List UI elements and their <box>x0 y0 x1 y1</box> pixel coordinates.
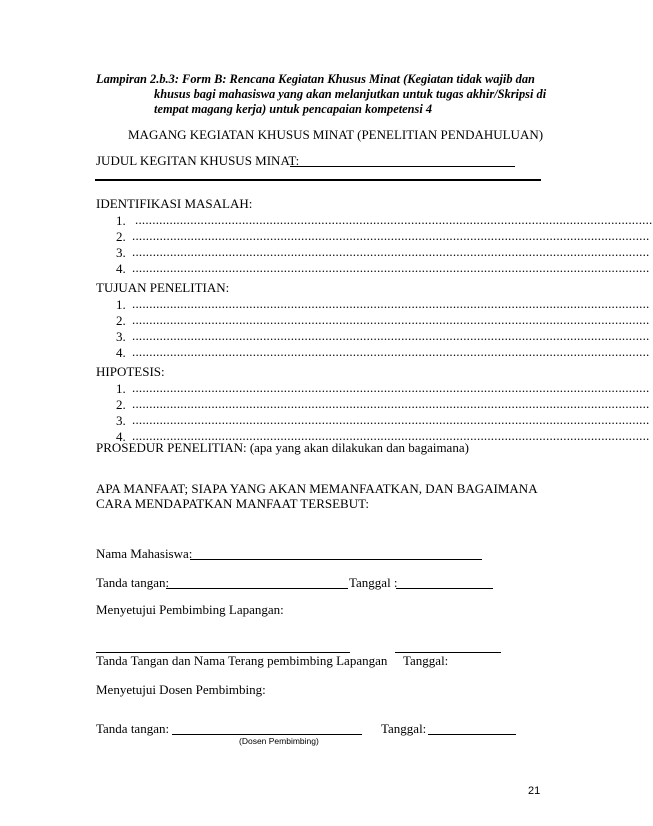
form-header-line-2: khusus bagi mahasiswa yang akan melanjutkan untuk tugas akhir/Skripsi di <box>154 87 547 101</box>
menyetujui-dosen-label: Menyetujui Dosen Pembimbing: <box>96 682 266 697</box>
section-divider <box>95 179 541 181</box>
dotted-answer-line[interactable]: ...................................................................................................................................................... <box>132 344 650 359</box>
tujuan-title: TUJUAN PENELITIAN: <box>96 280 230 295</box>
manfaat-title-line-1: APA MANFAAT; SIAPA YANG AKAN MEMANFAATKAN, DAN BAGAIMANA <box>96 481 538 496</box>
tanggal-dosen-label: Tanggal: <box>381 721 427 736</box>
dotted-answer-line[interactable]: ...................................................................................................................................................... <box>132 412 650 427</box>
list-number: 1. <box>116 297 126 312</box>
ttd-lapangan-label: Tanda Tangan dan Nama Terang pembimbing Lapangan <box>96 653 388 668</box>
identifikasi-title: IDENTIFIKASI MASALAH: <box>96 196 253 211</box>
page-number: 21 <box>528 785 541 797</box>
form-subtitle: MAGANG KEGIATAN KHUSUS MINAT (PENELITIAN PENDAHULUAN) <box>128 127 544 142</box>
list-number: 3. <box>116 245 126 260</box>
list-number: 3. <box>116 329 126 344</box>
judul-input-line[interactable] <box>290 166 515 167</box>
manfaat-title-line-2: CARA MENDAPATKAN MANFAAT TERSEBUT: <box>96 496 369 511</box>
judul-label: JUDUL KEGITAN KHUSUS MINAT: <box>96 153 300 168</box>
list-number: 4. <box>116 429 126 444</box>
nama-mahasiswa-label: Nama Mahasiswa: <box>96 546 193 561</box>
list-number: 2. <box>116 229 126 244</box>
tanda-tangan-dosen-label: Tanda tangan: <box>96 721 170 736</box>
list-number: 1. <box>116 213 126 228</box>
tanggal-lapangan-label: Tanggal: <box>403 653 449 668</box>
dotted-answer-line[interactable]: ...................................................................................................................................................... <box>132 328 650 343</box>
tanggal-input-line[interactable] <box>396 588 493 589</box>
list-number: 3. <box>116 413 126 428</box>
tanda-tangan-input-line[interactable] <box>166 588 348 589</box>
tanggal-label: Tanggal : <box>349 575 398 590</box>
nama-mahasiswa-input-line[interactable] <box>190 559 482 560</box>
form-header-line-3: tempat magang kerja) untuk pencapaian kompetensi 4 <box>154 102 433 116</box>
tanda-tangan-dosen-input-line[interactable] <box>172 734 362 735</box>
list-number: 4. <box>116 345 126 360</box>
dotted-answer-line[interactable]: ...................................................................................................................................................... <box>135 212 653 227</box>
dotted-answer-line[interactable]: ...................................................................................................................................................... <box>132 228 650 243</box>
tanda-tangan-label: Tanda tangan: <box>96 575 170 590</box>
dotted-answer-line[interactable]: ...................................................................................................................................................... <box>132 380 650 395</box>
list-number: 1. <box>116 381 126 396</box>
dotted-answer-line[interactable]: ...................................................................................................................................................... <box>132 312 650 327</box>
prosedur-title: PROSEDUR PENELITIAN: (apa yang akan dilakukan dan bagaimana) <box>96 440 469 455</box>
dotted-answer-line[interactable]: ...................................................................................................................................................... <box>132 260 650 275</box>
hipotesis-title: HIPOTESIS: <box>96 364 165 379</box>
dosen-pembimbing-caption: (Dosen Pembimbing) <box>239 736 319 746</box>
list-number: 2. <box>116 313 126 328</box>
form-header-line-1: Lampiran 2.b.3: Form B: Rencana Kegiatan Khusus Minat (Kegiatan tidak wajib dan <box>96 72 535 86</box>
list-number: 4. <box>116 261 126 276</box>
dotted-answer-line[interactable]: ...................................................................................................................................................... <box>132 396 650 411</box>
dotted-answer-line[interactable]: ...................................................................................................................................................... <box>132 244 650 259</box>
menyetujui-lapangan-label: Menyetujui Pembimbing Lapangan: <box>96 602 284 617</box>
list-number: 2. <box>116 397 126 412</box>
tanggal-dosen-input-line[interactable] <box>428 734 516 735</box>
dotted-answer-line[interactable]: ...................................................................................................................................................... <box>132 296 650 311</box>
dotted-answer-line[interactable]: ...................................................................................................................................................... <box>132 428 650 443</box>
